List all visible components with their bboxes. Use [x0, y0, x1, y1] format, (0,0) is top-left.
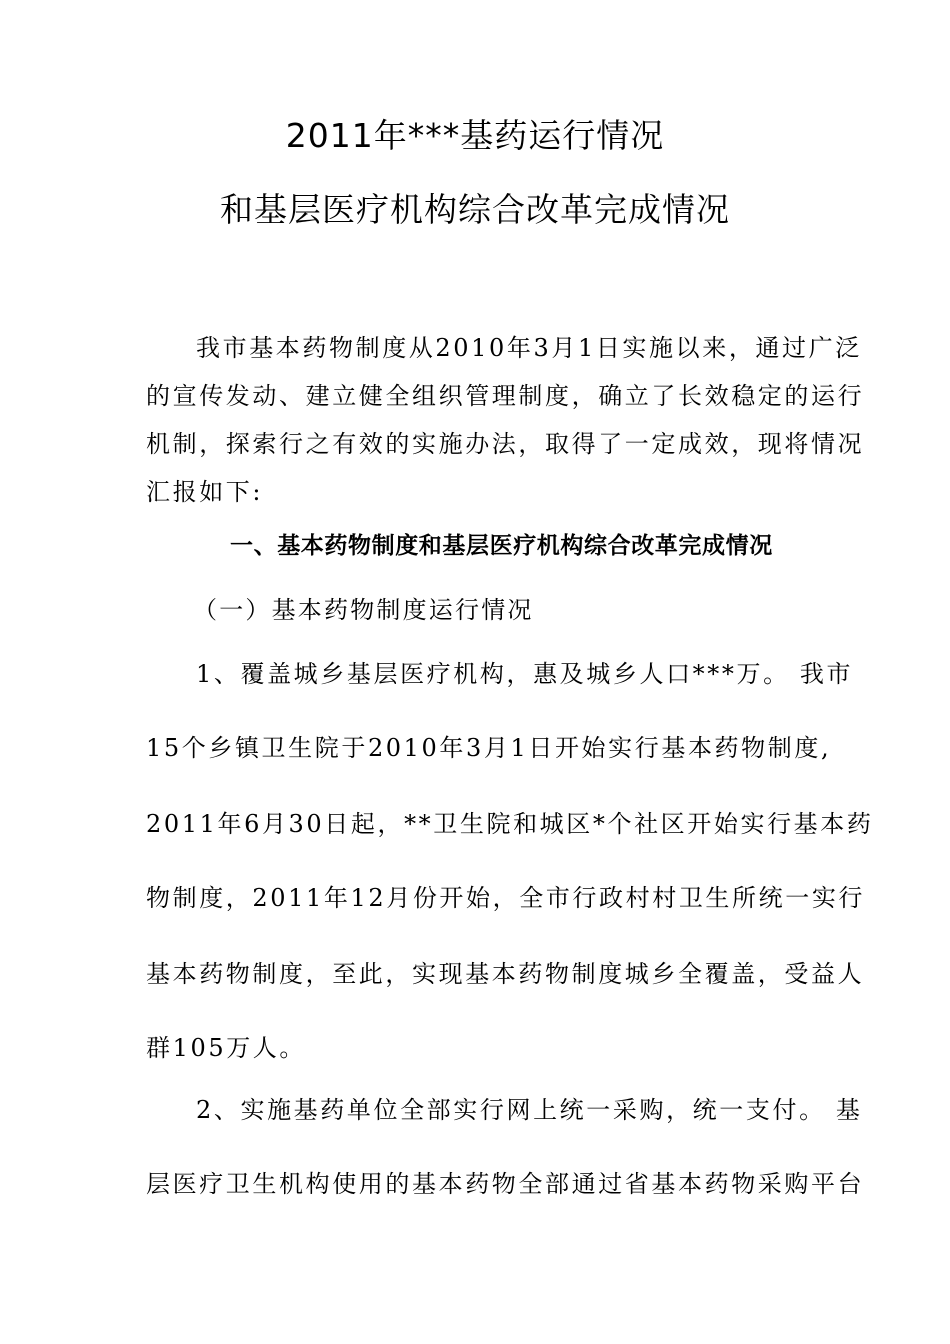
- item-2-line-2: 层医疗卫生机构使用的基本药物全部通过省基本药物采购平台: [146, 1170, 865, 1198]
- item-1-line-4: 物制度，2011年12月份开始，全市行政村村卫生所统一实行: [146, 884, 866, 912]
- section-heading: 一、基本药物制度和基层医疗机构综合改革完成情况: [230, 533, 773, 559]
- item-1-line-6: 群105万人。: [146, 1034, 307, 1062]
- item-1-line-5: 基本药物制度，至此，实现基本药物制度城乡全覆盖，受益人: [146, 960, 865, 988]
- item-1-line-2: 15个乡镇卫生院于2010年3月1日开始实行基本药物制度,: [146, 734, 832, 762]
- item-1-line-1: 1、覆盖城乡基层医疗机构，惠及城乡人口***万。 我市: [196, 660, 854, 688]
- intro-line-2: 的宣传发动、建立健全组织管理制度，确立了长效稳定的运行: [146, 382, 865, 410]
- item-1-line-3: 2011年6月30日起，**卫生院和城区*个社区开始实行基本药: [146, 810, 874, 838]
- subsection-heading: （一）基本药物制度运行情况: [193, 596, 534, 624]
- document-title-line-1: 2011年***基药运行情况: [285, 116, 665, 155]
- intro-line-3: 机制，探索行之有效的实施办法，取得了一定成效，现将情况: [146, 430, 865, 458]
- document-title-line-2: 和基层医疗机构综合改革完成情况: [220, 190, 730, 229]
- intro-line-1: 我市基本药物制度从2010年3月1日实施以来，通过广泛: [196, 334, 862, 362]
- item-2-line-1: 2、实施基药单位全部实行网上统一采购，统一支付。 基: [196, 1096, 863, 1124]
- intro-line-4: 汇报如下:: [146, 478, 264, 506]
